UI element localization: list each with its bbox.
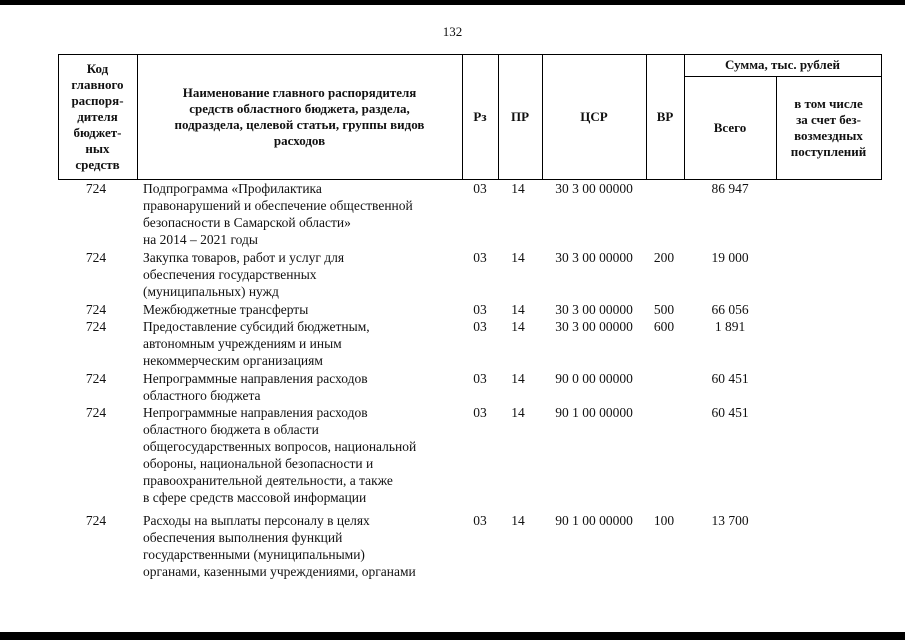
header-code-line: главного <box>71 76 124 92</box>
row-pr: 14 <box>511 250 525 265</box>
row-name <box>143 404 458 506</box>
row-code: 724 <box>85 302 107 317</box>
row-name-line: Непрограммные направления расходов <box>143 371 368 386</box>
header-incl-line: возмездных <box>794 127 863 143</box>
row-name-line: Межбюджетные трансферты <box>143 302 309 317</box>
row-csr: 90 0 00 00000 <box>555 371 633 386</box>
row-name <box>143 301 458 318</box>
row-rz: 03 <box>473 302 487 317</box>
top-border <box>0 0 905 5</box>
row-rz: 03 <box>473 513 487 528</box>
row-name-line: (муниципальных) нужд <box>143 284 279 299</box>
row-pr: 14 <box>511 371 525 386</box>
row-pr: 14 <box>511 181 525 196</box>
table-row <box>58 404 881 506</box>
row-vr: 200 <box>653 250 675 265</box>
header-name-line: расходов <box>273 132 326 148</box>
row-name <box>143 512 458 580</box>
row-rz: 03 <box>473 181 487 196</box>
row-name-line: автономным учреждениям и иным <box>143 336 342 351</box>
row-pr: 14 <box>511 302 525 317</box>
header-code-line: ных <box>85 140 110 156</box>
header-total: Всего <box>713 119 747 135</box>
row-rz: 03 <box>473 405 487 420</box>
row-csr: 30 3 00 00000 <box>555 319 633 334</box>
row-code: 724 <box>85 405 107 420</box>
table-row <box>58 301 881 318</box>
row-name-line: органами, казенными учреждениями, органами <box>143 564 416 579</box>
row-rz: 03 <box>473 371 487 386</box>
row-code: 724 <box>85 181 107 196</box>
row-vr: 500 <box>653 302 675 317</box>
row-name-line: обеспечения выполнения функций <box>143 530 343 545</box>
row-name-line: общегосударственных вопросов, национальной <box>143 439 417 454</box>
row-vr: 600 <box>653 319 675 334</box>
row-pr: 14 <box>511 513 525 528</box>
row-pr: 14 <box>511 319 525 334</box>
row-csr: 90 1 00 00000 <box>555 405 633 420</box>
row-total: 13 700 <box>711 513 749 528</box>
header-name-line: средств областного бюджета, раздела, <box>189 100 410 116</box>
row-name <box>143 318 458 369</box>
row-name <box>143 370 458 404</box>
row-total: 1 891 <box>714 319 746 334</box>
header-incl-line: в том числе <box>794 95 863 111</box>
row-name-line: на 2014 – 2021 годы <box>143 232 258 247</box>
row-total: 60 451 <box>711 371 749 386</box>
row-csr: 90 1 00 00000 <box>555 513 633 528</box>
row-vr: 100 <box>653 513 675 528</box>
header-incl-line: за счет без- <box>796 111 861 127</box>
header-code-line: Код <box>86 60 109 76</box>
row-name-line: правоохранительной деятельности, а также <box>143 473 393 488</box>
row-total: 19 000 <box>711 250 749 265</box>
header-code-line: распоря- <box>71 92 124 108</box>
header-pr: ПР <box>510 108 530 124</box>
header-vr: ВР <box>656 108 674 124</box>
row-name-line: областного бюджета <box>143 388 261 403</box>
header-code-line: бюджет- <box>73 124 122 140</box>
row-name-line: правонарушений и обеспечение общественной <box>143 198 413 213</box>
header-incl <box>776 76 881 179</box>
header-csr: ЦСР <box>580 108 608 124</box>
table-row <box>58 512 881 580</box>
row-code: 724 <box>85 250 107 265</box>
row-name <box>143 249 458 300</box>
table-row <box>58 370 881 404</box>
header-name-line: Наименование главного распорядителя <box>182 84 417 100</box>
table-row <box>58 318 881 369</box>
row-rz: 03 <box>473 319 487 334</box>
header-sum: Сумма, тыс. рублей <box>725 57 840 72</box>
row-rz: 03 <box>473 250 487 265</box>
row-csr: 30 3 00 00000 <box>555 250 633 265</box>
row-name-line: некоммерческим организациям <box>143 353 323 368</box>
row-name-line: государственными (муниципальными) <box>143 547 365 562</box>
table-header <box>58 54 881 180</box>
row-name-line: Закупка товаров, работ и услуг для <box>143 250 345 265</box>
header-code-line: дителя <box>77 108 118 124</box>
row-name-line: Расходы на выплаты персоналу в целях <box>143 513 370 528</box>
header-name-line: подраздела, целевой статьи, группы видов <box>174 116 425 132</box>
row-total: 86 947 <box>711 181 749 196</box>
row-name-line: Подпрограмма «Профилактика <box>143 181 322 196</box>
header-code-line: средств <box>75 156 120 172</box>
row-code: 724 <box>85 513 107 528</box>
row-total: 66 056 <box>711 302 749 317</box>
row-name-line: обороны, национальной безопасности и <box>143 456 374 471</box>
row-name-line: в сфере средств массовой информации <box>143 490 367 505</box>
header-incl-line: поступлений <box>790 143 867 159</box>
row-name-line: областного бюджета в области <box>143 422 319 437</box>
header-rz: Рз <box>473 108 487 124</box>
header-code <box>58 54 137 179</box>
bottom-border <box>0 632 905 640</box>
row-name-line: безопасности в Самарской области» <box>143 215 351 230</box>
table-row <box>58 180 881 248</box>
row-name <box>143 180 458 248</box>
header-name <box>137 54 462 179</box>
row-code: 724 <box>85 371 107 386</box>
row-csr: 30 3 00 00000 <box>555 302 633 317</box>
row-name-line: Непрограммные направления расходов <box>143 405 368 420</box>
row-code: 724 <box>85 319 107 334</box>
row-total: 60 451 <box>711 405 749 420</box>
row-csr: 30 3 00 00000 <box>555 181 633 196</box>
row-name-line: обеспечения государственных <box>143 267 317 282</box>
row-name-line: Предоставление субсидий бюджетным, <box>143 319 370 334</box>
table-row <box>58 249 881 300</box>
page-number: 132 <box>442 24 463 39</box>
row-pr: 14 <box>511 405 525 420</box>
